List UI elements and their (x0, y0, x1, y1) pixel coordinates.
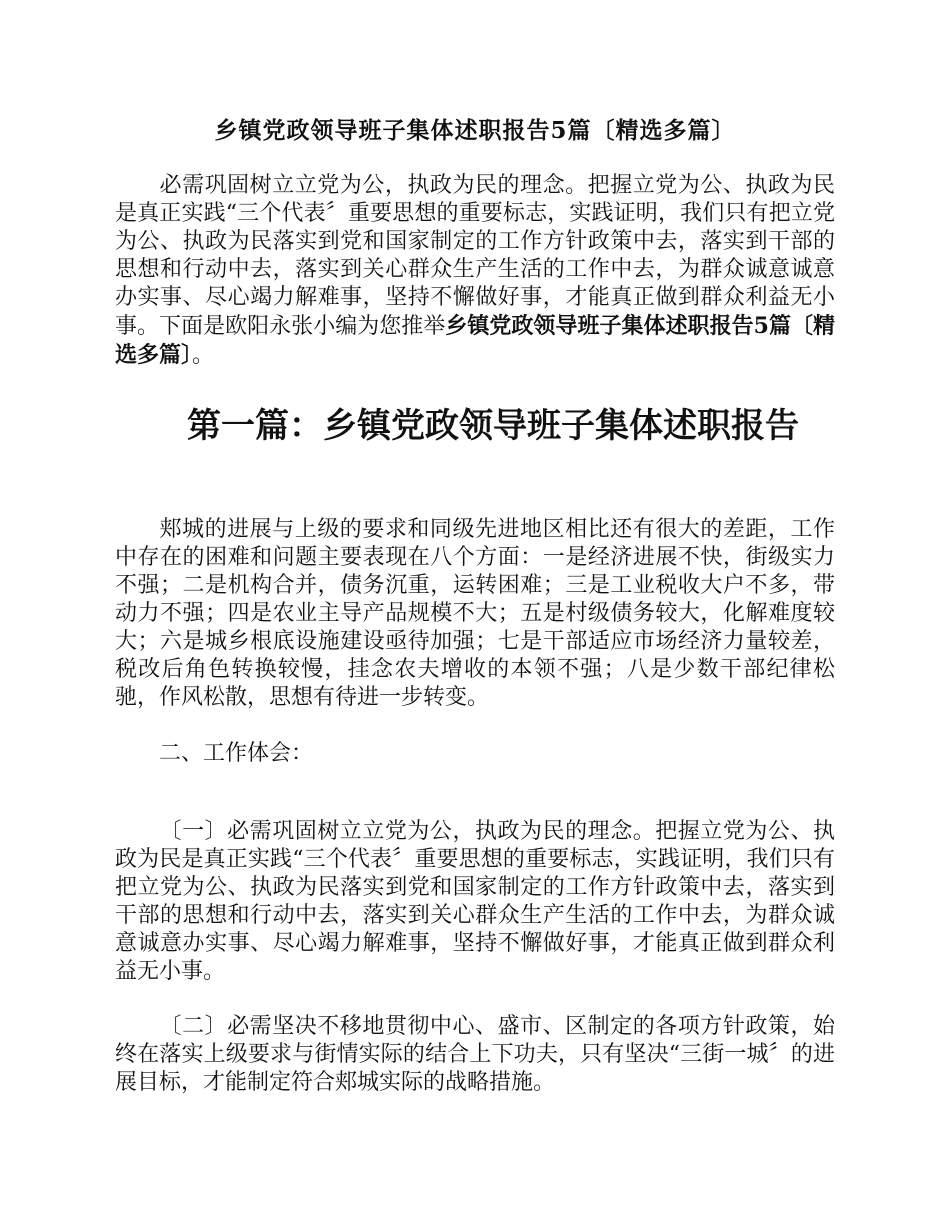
intro-ending: 。 (192, 343, 215, 368)
paragraph-item-1: 〔一〕必需巩固树立立党为公，执政为民的理念。把握立党为公、执政为民是真正实践“三个代表〞重要思想的重要标志，实践证明，我们只有把立党为公、执政为民落实到党和国家制定的工作方针政策中去，落实到干部的思想和行动中去，落实到关心群众生产生活的工作中去，为群众诚意诚意办实事、尽心竭力解难事，坚持不懈做好事，才能真正做到群众利益无小事。 (115, 819, 835, 984)
intro-bold-title: 乡镇党政领导班子集体述职报告5篇〔精选多篇〕 (115, 313, 835, 368)
intro-paragraph (115, 172, 835, 370)
document-title: 乡镇党政领导班子集体述职报告5篇〔精选多篇〕 (214, 117, 736, 144)
paragraph-subheading: 二、工作体会： (159, 741, 314, 766)
paragraph-item-2: 〔二〕必需坚决不移地贯彻中心、盛市、区制定的各项方针政策，始终在落实上级要求与街情实际的结合上下功夫，只有坚决“三街一城〞的进展目标，才能制定符合郏城实际的战略措施。 (115, 1014, 835, 1095)
intro-text: 必需巩固树立立党为公，执政为民的理念。把握立党为公、执政为民是真正实践“三个代表〞重要思想的重要标志，实践证明，我们只有把立党为公、执政为民落实到党和国家制定的工作方针政策中去，落实到干部的思想和行动中去，落实到关心群众生产生活的工作中去，为群众诚意诚意办实事、尽心竭力解难事，坚持不懈做好事，才能真正做到群众利益无小事。下面是欧阳永张小编为您推举 (115, 173, 835, 339)
section-heading: 第一篇：乡镇党政领导班子集体述职报告 (187, 406, 799, 446)
paragraph-problems: 郏城的进展与上级的要求和同级先进地区相比还有很大的差距，工作中存在的困难和问题主要表现在八个方面：一是经济进展不快，街级实力不强；二是机构合并，债务沉重，运转困难；三是工业税收大户不多，带动力不强；四是农业主导产品规模不大；五是村级债务较大，化解难度较大；六是城乡根底设施建设亟待加强；七是干部适应市场经济力量较差，税改后角色转换较慢，挂念农夫增收的本领不强；八是少数干部纪律松驰，作风松散，思想有待进一步转变。 (115, 517, 835, 710)
